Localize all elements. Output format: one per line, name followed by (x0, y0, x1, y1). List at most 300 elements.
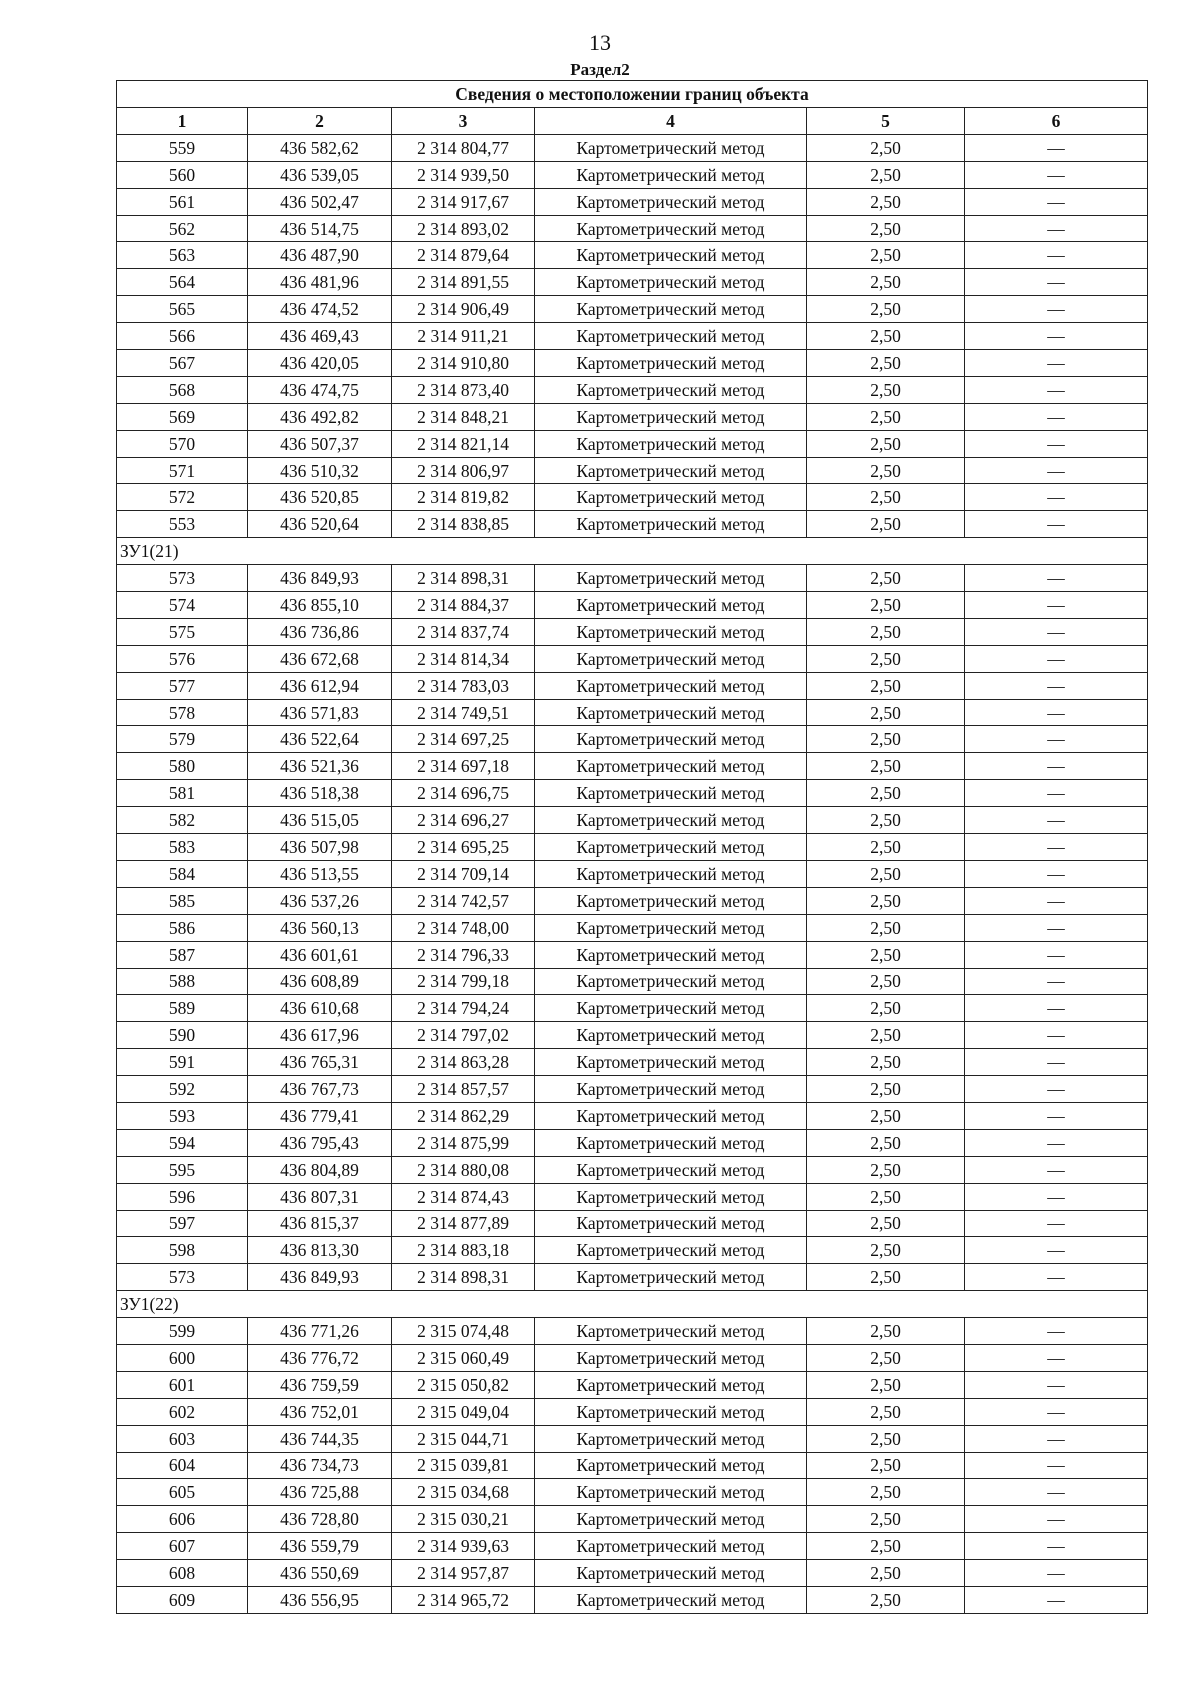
y-coordinate-cell: 2 314 697,18 (392, 753, 535, 780)
x-coordinate-cell: 436 539,05 (248, 161, 392, 188)
method-cell: Картометрический метод (535, 430, 807, 457)
x-coordinate-cell: 436 556,95 (248, 1586, 392, 1613)
description-cell: — (965, 403, 1148, 430)
y-coordinate-cell: 2 314 898,31 (392, 565, 535, 592)
table-row (117, 215, 1148, 242)
accuracy-cell: 2,50 (807, 215, 965, 242)
accuracy-cell: 2,50 (807, 1183, 965, 1210)
x-coordinate-cell: 436 560,13 (248, 914, 392, 941)
method-cell: Картометрический метод (535, 215, 807, 242)
table-row (117, 1022, 1148, 1049)
point-number-cell: 586 (117, 914, 248, 941)
accuracy-cell: 2,50 (807, 188, 965, 215)
method-cell: Картометрический метод (535, 1076, 807, 1103)
table-row (117, 134, 1148, 161)
point-number-cell: 583 (117, 834, 248, 861)
accuracy-cell: 2,50 (807, 592, 965, 619)
table-row (117, 834, 1148, 861)
point-number-cell: 584 (117, 860, 248, 887)
method-cell: Картометрический метод (535, 1425, 807, 1452)
point-number-cell: 592 (117, 1076, 248, 1103)
point-number-cell: 604 (117, 1452, 248, 1479)
method-cell: Картометрический метод (535, 672, 807, 699)
accuracy-cell: 2,50 (807, 1344, 965, 1371)
accuracy-cell: 2,50 (807, 834, 965, 861)
accuracy-cell: 2,50 (807, 296, 965, 323)
table-row (117, 618, 1148, 645)
accuracy-cell: 2,50 (807, 941, 965, 968)
y-coordinate-cell: 2 314 837,74 (392, 618, 535, 645)
point-number-cell: 559 (117, 134, 248, 161)
accuracy-cell: 2,50 (807, 161, 965, 188)
x-coordinate-cell: 436 520,64 (248, 511, 392, 538)
accuracy-cell: 2,50 (807, 511, 965, 538)
method-cell: Картометрический метод (535, 1022, 807, 1049)
description-cell: — (965, 1425, 1148, 1452)
table-row (117, 995, 1148, 1022)
point-number-cell: 606 (117, 1506, 248, 1533)
method-cell: Картометрический метод (535, 1237, 807, 1264)
description-cell: — (965, 1102, 1148, 1129)
accuracy-cell: 2,50 (807, 376, 965, 403)
x-coordinate-cell: 436 617,96 (248, 1022, 392, 1049)
y-coordinate-cell: 2 314 806,97 (392, 457, 535, 484)
accuracy-cell: 2,50 (807, 1452, 965, 1479)
point-number-cell: 553 (117, 511, 248, 538)
point-number-cell: 560 (117, 161, 248, 188)
y-coordinate-cell: 2 314 893,02 (392, 215, 535, 242)
accuracy-cell: 2,50 (807, 1560, 965, 1587)
x-coordinate-cell: 436 752,01 (248, 1398, 392, 1425)
accuracy-cell: 2,50 (807, 565, 965, 592)
method-cell: Картометрический метод (535, 565, 807, 592)
page-number: 13 (589, 30, 611, 55)
x-coordinate-cell: 436 520,85 (248, 484, 392, 511)
accuracy-cell: 2,50 (807, 1156, 965, 1183)
y-coordinate-cell: 2 314 875,99 (392, 1129, 535, 1156)
description-cell: — (965, 457, 1148, 484)
table-row (117, 672, 1148, 699)
description-cell: — (965, 968, 1148, 995)
table-row (117, 941, 1148, 968)
method-cell: Картометрический метод (535, 1156, 807, 1183)
method-cell: Картометрический метод (535, 1344, 807, 1371)
section-title: Раздел2 (570, 60, 630, 79)
table-row (117, 860, 1148, 887)
method-cell: Картометрический метод (535, 1506, 807, 1533)
method-cell: Картометрический метод (535, 914, 807, 941)
method-cell: Картометрический метод (535, 1183, 807, 1210)
table-row (117, 914, 1148, 941)
x-coordinate-cell: 436 815,37 (248, 1210, 392, 1237)
point-number-cell: 597 (117, 1210, 248, 1237)
x-coordinate-cell: 436 550,69 (248, 1560, 392, 1587)
y-coordinate-cell: 2 314 749,51 (392, 699, 535, 726)
description-cell: — (965, 296, 1148, 323)
point-number-cell: 588 (117, 968, 248, 995)
group-label: ЗУ1(22) (117, 1291, 1148, 1318)
description-cell: — (965, 323, 1148, 350)
x-coordinate-cell: 436 582,62 (248, 134, 392, 161)
column-header: 2 (248, 108, 392, 135)
accuracy-cell: 2,50 (807, 484, 965, 511)
method-cell: Картометрический метод (535, 780, 807, 807)
method-cell: Картометрический метод (535, 1533, 807, 1560)
description-cell: — (965, 1076, 1148, 1103)
accuracy-cell: 2,50 (807, 403, 965, 430)
table-row (117, 753, 1148, 780)
y-coordinate-cell: 2 314 804,77 (392, 134, 535, 161)
method-cell: Картометрический метод (535, 1398, 807, 1425)
accuracy-cell: 2,50 (807, 618, 965, 645)
method-cell: Картометрический метод (535, 592, 807, 619)
description-cell: — (965, 1533, 1148, 1560)
point-number-cell: 565 (117, 296, 248, 323)
x-coordinate-cell: 436 855,10 (248, 592, 392, 619)
x-coordinate-cell: 436 507,37 (248, 430, 392, 457)
description-cell: — (965, 215, 1148, 242)
point-number-cell: 577 (117, 672, 248, 699)
point-number-cell: 573 (117, 565, 248, 592)
accuracy-cell: 2,50 (807, 1129, 965, 1156)
x-coordinate-cell: 436 469,43 (248, 323, 392, 350)
y-coordinate-cell: 2 314 783,03 (392, 672, 535, 699)
y-coordinate-cell: 2 314 819,82 (392, 484, 535, 511)
description-cell: — (965, 860, 1148, 887)
table-row (117, 323, 1148, 350)
accuracy-cell: 2,50 (807, 350, 965, 377)
table-caption-row (117, 81, 1148, 108)
description-cell: — (965, 511, 1148, 538)
description-cell: — (965, 188, 1148, 215)
y-coordinate-cell: 2 314 939,50 (392, 161, 535, 188)
x-coordinate-cell: 436 849,93 (248, 1264, 392, 1291)
description-cell: — (965, 269, 1148, 296)
y-coordinate-cell: 2 315 030,21 (392, 1506, 535, 1533)
description-cell: — (965, 1506, 1148, 1533)
method-cell: Картометрический метод (535, 807, 807, 834)
description-cell: — (965, 1586, 1148, 1613)
x-coordinate-cell: 436 776,72 (248, 1344, 392, 1371)
table-row (117, 726, 1148, 753)
y-coordinate-cell: 2 314 874,43 (392, 1183, 535, 1210)
method-cell: Картометрический метод (535, 1560, 807, 1587)
x-coordinate-cell: 436 518,38 (248, 780, 392, 807)
table-row (117, 511, 1148, 538)
coordinates-table (116, 80, 1148, 1614)
table-row (117, 780, 1148, 807)
x-coordinate-cell: 436 759,59 (248, 1371, 392, 1398)
y-coordinate-cell: 2 314 857,57 (392, 1076, 535, 1103)
column-header: 6 (965, 108, 1148, 135)
y-coordinate-cell: 2 314 742,57 (392, 887, 535, 914)
description-cell: — (965, 350, 1148, 377)
x-coordinate-cell: 436 571,83 (248, 699, 392, 726)
table-row (117, 269, 1148, 296)
point-number-cell: 605 (117, 1479, 248, 1506)
accuracy-cell: 2,50 (807, 1371, 965, 1398)
description-cell: — (965, 430, 1148, 457)
x-coordinate-cell: 436 767,73 (248, 1076, 392, 1103)
x-coordinate-cell: 436 608,89 (248, 968, 392, 995)
table-row (117, 1586, 1148, 1613)
x-coordinate-cell: 436 804,89 (248, 1156, 392, 1183)
description-cell: — (965, 1049, 1148, 1076)
method-cell: Картометрический метод (535, 645, 807, 672)
y-coordinate-cell: 2 314 965,72 (392, 1586, 535, 1613)
description-cell: — (965, 672, 1148, 699)
point-number-cell: 587 (117, 941, 248, 968)
accuracy-cell: 2,50 (807, 1425, 965, 1452)
description-cell: — (965, 1398, 1148, 1425)
table-row (117, 887, 1148, 914)
accuracy-cell: 2,50 (807, 1102, 965, 1129)
x-coordinate-cell: 436 559,79 (248, 1533, 392, 1560)
table-caption: Сведения о местоположении границ объекта (117, 81, 1148, 108)
x-coordinate-cell: 436 522,64 (248, 726, 392, 753)
x-coordinate-cell: 436 672,68 (248, 645, 392, 672)
accuracy-cell: 2,50 (807, 269, 965, 296)
method-cell: Картометрический метод (535, 161, 807, 188)
table-row (117, 350, 1148, 377)
description-cell: — (965, 1264, 1148, 1291)
point-number-cell: 591 (117, 1049, 248, 1076)
method-cell: Картометрический метод (535, 1049, 807, 1076)
description-cell: — (965, 161, 1148, 188)
x-coordinate-cell: 436 420,05 (248, 350, 392, 377)
y-coordinate-cell: 2 314 696,75 (392, 780, 535, 807)
point-number-cell: 573 (117, 1264, 248, 1291)
x-coordinate-cell: 436 514,75 (248, 215, 392, 242)
y-coordinate-cell: 2 314 838,85 (392, 511, 535, 538)
accuracy-cell: 2,50 (807, 1398, 965, 1425)
description-cell: — (965, 1183, 1148, 1210)
method-cell: Картометрический метод (535, 242, 807, 269)
method-cell: Картометрический метод (535, 323, 807, 350)
accuracy-cell: 2,50 (807, 860, 965, 887)
y-coordinate-cell: 2 314 695,25 (392, 834, 535, 861)
x-coordinate-cell: 436 481,96 (248, 269, 392, 296)
description-cell: — (965, 618, 1148, 645)
method-cell: Картометрический метод (535, 995, 807, 1022)
method-cell: Картометрический метод (535, 350, 807, 377)
y-coordinate-cell: 2 314 898,31 (392, 1264, 535, 1291)
accuracy-cell: 2,50 (807, 323, 965, 350)
table-row (117, 1371, 1148, 1398)
point-number-cell: 600 (117, 1344, 248, 1371)
point-number-cell: 580 (117, 753, 248, 780)
y-coordinate-cell: 2 314 939,63 (392, 1533, 535, 1560)
method-cell: Картометрический метод (535, 1479, 807, 1506)
description-cell: — (965, 1344, 1148, 1371)
accuracy-cell: 2,50 (807, 968, 965, 995)
y-coordinate-cell: 2 314 814,34 (392, 645, 535, 672)
table-row (117, 592, 1148, 619)
method-cell: Картометрический метод (535, 968, 807, 995)
table-row (117, 1452, 1148, 1479)
description-cell: — (965, 134, 1148, 161)
description-cell: — (965, 1129, 1148, 1156)
table-row (117, 484, 1148, 511)
point-number-cell: 581 (117, 780, 248, 807)
x-coordinate-cell: 436 507,98 (248, 834, 392, 861)
point-number-cell: 572 (117, 484, 248, 511)
y-coordinate-cell: 2 314 906,49 (392, 296, 535, 323)
x-coordinate-cell: 436 849,93 (248, 565, 392, 592)
table-row (117, 1344, 1148, 1371)
description-cell: — (965, 834, 1148, 861)
x-coordinate-cell: 436 474,75 (248, 376, 392, 403)
table-row (117, 699, 1148, 726)
accuracy-cell: 2,50 (807, 753, 965, 780)
table-header-row (117, 108, 1148, 135)
y-coordinate-cell: 2 314 879,64 (392, 242, 535, 269)
method-cell: Картометрический метод (535, 511, 807, 538)
y-coordinate-cell: 2 315 044,71 (392, 1425, 535, 1452)
table-row (117, 1183, 1148, 1210)
point-number-cell: 576 (117, 645, 248, 672)
description-cell: — (965, 242, 1148, 269)
description-cell: — (965, 1210, 1148, 1237)
accuracy-cell: 2,50 (807, 995, 965, 1022)
x-coordinate-cell: 436 728,80 (248, 1506, 392, 1533)
method-cell: Картометрический метод (535, 1452, 807, 1479)
group-row (117, 538, 1148, 565)
point-number-cell: 590 (117, 1022, 248, 1049)
table-row (117, 968, 1148, 995)
column-header: 5 (807, 108, 965, 135)
accuracy-cell: 2,50 (807, 1479, 965, 1506)
y-coordinate-cell: 2 315 034,68 (392, 1479, 535, 1506)
method-cell: Картометрический метод (535, 1264, 807, 1291)
description-cell: — (965, 484, 1148, 511)
table-row (117, 1156, 1148, 1183)
x-coordinate-cell: 436 474,52 (248, 296, 392, 323)
table-row (117, 1076, 1148, 1103)
point-number-cell: 579 (117, 726, 248, 753)
table-row (117, 1237, 1148, 1264)
point-number-cell: 602 (117, 1398, 248, 1425)
table-row (117, 645, 1148, 672)
y-coordinate-cell: 2 314 877,89 (392, 1210, 535, 1237)
accuracy-cell: 2,50 (807, 1506, 965, 1533)
accuracy-cell: 2,50 (807, 807, 965, 834)
method-cell: Картометрический метод (535, 376, 807, 403)
description-cell: — (965, 995, 1148, 1022)
point-number-cell: 570 (117, 430, 248, 457)
y-coordinate-cell: 2 314 884,37 (392, 592, 535, 619)
point-number-cell: 568 (117, 376, 248, 403)
point-number-cell: 603 (117, 1425, 248, 1452)
table-row (117, 1049, 1148, 1076)
y-coordinate-cell: 2 314 821,14 (392, 430, 535, 457)
x-coordinate-cell: 436 492,82 (248, 403, 392, 430)
table-row (117, 242, 1148, 269)
point-number-cell: 571 (117, 457, 248, 484)
point-number-cell: 582 (117, 807, 248, 834)
point-number-cell: 585 (117, 887, 248, 914)
x-coordinate-cell: 436 736,86 (248, 618, 392, 645)
y-coordinate-cell: 2 314 848,21 (392, 403, 535, 430)
accuracy-cell: 2,50 (807, 134, 965, 161)
table-row (117, 1129, 1148, 1156)
column-header: 3 (392, 108, 535, 135)
point-number-cell: 609 (117, 1586, 248, 1613)
x-coordinate-cell: 436 771,26 (248, 1318, 392, 1345)
y-coordinate-cell: 2 314 797,02 (392, 1022, 535, 1049)
description-cell: — (965, 1371, 1148, 1398)
y-coordinate-cell: 2 314 794,24 (392, 995, 535, 1022)
x-coordinate-cell: 436 612,94 (248, 672, 392, 699)
point-number-cell: 589 (117, 995, 248, 1022)
method-cell: Картометрический метод (535, 726, 807, 753)
method-cell: Картометрический метод (535, 860, 807, 887)
description-cell: — (965, 1479, 1148, 1506)
y-coordinate-cell: 2 315 074,48 (392, 1318, 535, 1345)
point-number-cell: 595 (117, 1156, 248, 1183)
table-row (117, 1210, 1148, 1237)
x-coordinate-cell: 436 779,41 (248, 1102, 392, 1129)
x-coordinate-cell: 436 521,36 (248, 753, 392, 780)
table-row (117, 1398, 1148, 1425)
description-cell: — (965, 1560, 1148, 1587)
group-row (117, 1291, 1148, 1318)
accuracy-cell: 2,50 (807, 699, 965, 726)
method-cell: Картометрический метод (535, 941, 807, 968)
description-cell: — (965, 645, 1148, 672)
accuracy-cell: 2,50 (807, 1210, 965, 1237)
column-header: 1 (117, 108, 248, 135)
method-cell: Картометрический метод (535, 269, 807, 296)
method-cell: Картометрический метод (535, 484, 807, 511)
point-number-cell: 574 (117, 592, 248, 619)
description-cell: — (965, 1237, 1148, 1264)
y-coordinate-cell: 2 315 050,82 (392, 1371, 535, 1398)
table-row (117, 376, 1148, 403)
accuracy-cell: 2,50 (807, 1049, 965, 1076)
y-coordinate-cell: 2 315 049,04 (392, 1398, 535, 1425)
y-coordinate-cell: 2 314 748,00 (392, 914, 535, 941)
point-number-cell: 567 (117, 350, 248, 377)
accuracy-cell: 2,50 (807, 726, 965, 753)
method-cell: Картометрический метод (535, 134, 807, 161)
table-row (117, 1479, 1148, 1506)
description-cell: — (965, 376, 1148, 403)
x-coordinate-cell: 436 744,35 (248, 1425, 392, 1452)
table-row (117, 1533, 1148, 1560)
accuracy-cell: 2,50 (807, 430, 965, 457)
accuracy-cell: 2,50 (807, 457, 965, 484)
y-coordinate-cell: 2 314 891,55 (392, 269, 535, 296)
point-number-cell: 594 (117, 1129, 248, 1156)
description-cell: — (965, 1318, 1148, 1345)
point-number-cell: 601 (117, 1371, 248, 1398)
table-row (117, 1425, 1148, 1452)
point-number-cell: 578 (117, 699, 248, 726)
y-coordinate-cell: 2 314 696,27 (392, 807, 535, 834)
y-coordinate-cell: 2 314 880,08 (392, 1156, 535, 1183)
method-cell: Картометрический метод (535, 1318, 807, 1345)
accuracy-cell: 2,50 (807, 1022, 965, 1049)
y-coordinate-cell: 2 314 862,29 (392, 1102, 535, 1129)
y-coordinate-cell: 2 314 697,25 (392, 726, 535, 753)
point-number-cell: 562 (117, 215, 248, 242)
description-cell: — (965, 753, 1148, 780)
method-cell: Картометрический метод (535, 834, 807, 861)
table-row (117, 403, 1148, 430)
method-cell: Картометрический метод (535, 457, 807, 484)
point-number-cell: 593 (117, 1102, 248, 1129)
